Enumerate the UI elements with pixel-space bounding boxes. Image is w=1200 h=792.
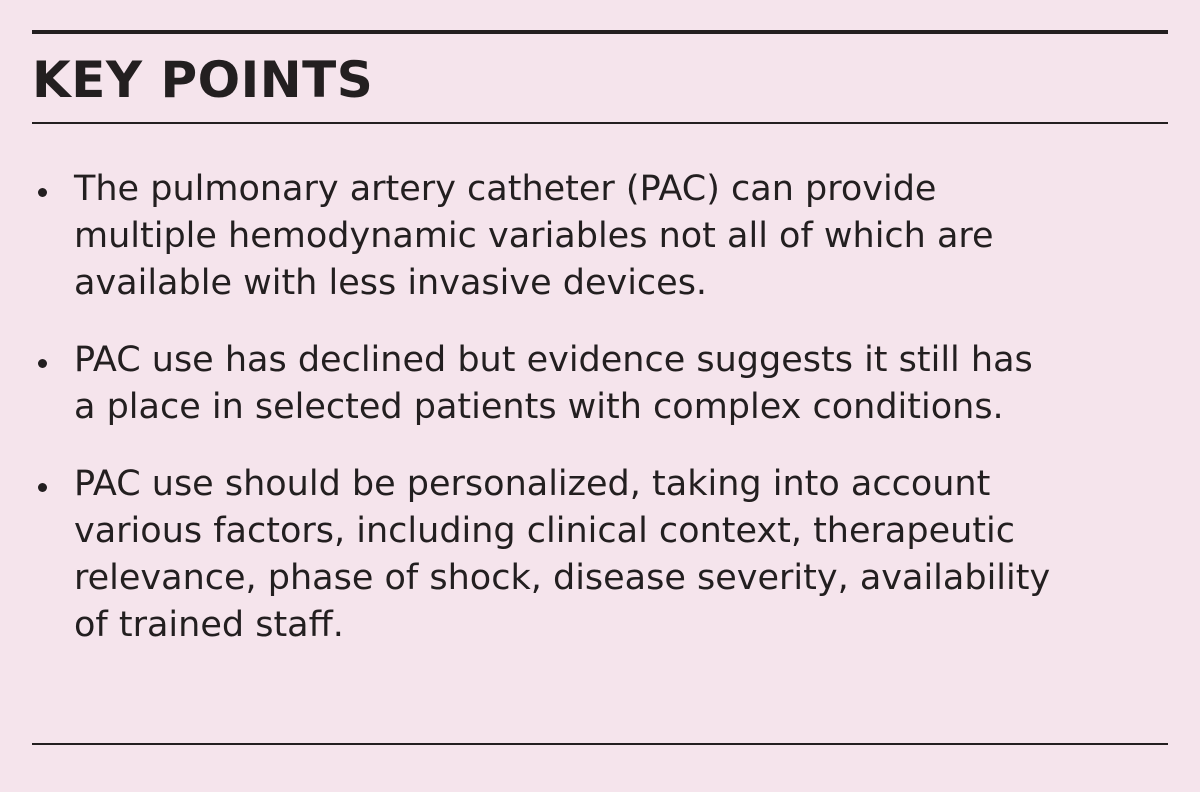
key-point-2-line-2: a place in selected patients with complex conditions. [74, 387, 1004, 427]
key-point-3-line-1: PAC use should be personalized, taking into account [74, 464, 991, 504]
key-point-3-line-3: relevance, phase of shock, disease severity, availability [74, 558, 1051, 598]
key-points-heading: KEY POINTS [32, 51, 374, 109]
bottom-rule [32, 743, 1168, 745]
key-point-3-line-2: various factors, including clinical context, therapeutic [74, 511, 1015, 551]
key-point-1-line-3: available with less invasive devices. [74, 263, 708, 303]
key-point-1-line-2: multiple hemodynamic variables not all of which are [74, 216, 994, 256]
bullet-icon [38, 483, 47, 492]
key-point-3-line-4: of trained staff. [74, 605, 344, 645]
key-point-2-line-1: PAC use has declined but evidence suggests it still has [74, 340, 1033, 380]
key-point-2 [32, 337, 1168, 431]
key-points-list [32, 166, 1168, 649]
bullet-icon [38, 359, 47, 368]
heading-rule [32, 122, 1168, 124]
key-point-3 [32, 461, 1168, 649]
bullet-icon [38, 188, 47, 197]
key-point-1 [32, 166, 1168, 307]
key-point-1-line-1: The pulmonary artery catheter (PAC) can provide [74, 169, 937, 209]
top-rule [32, 30, 1168, 34]
